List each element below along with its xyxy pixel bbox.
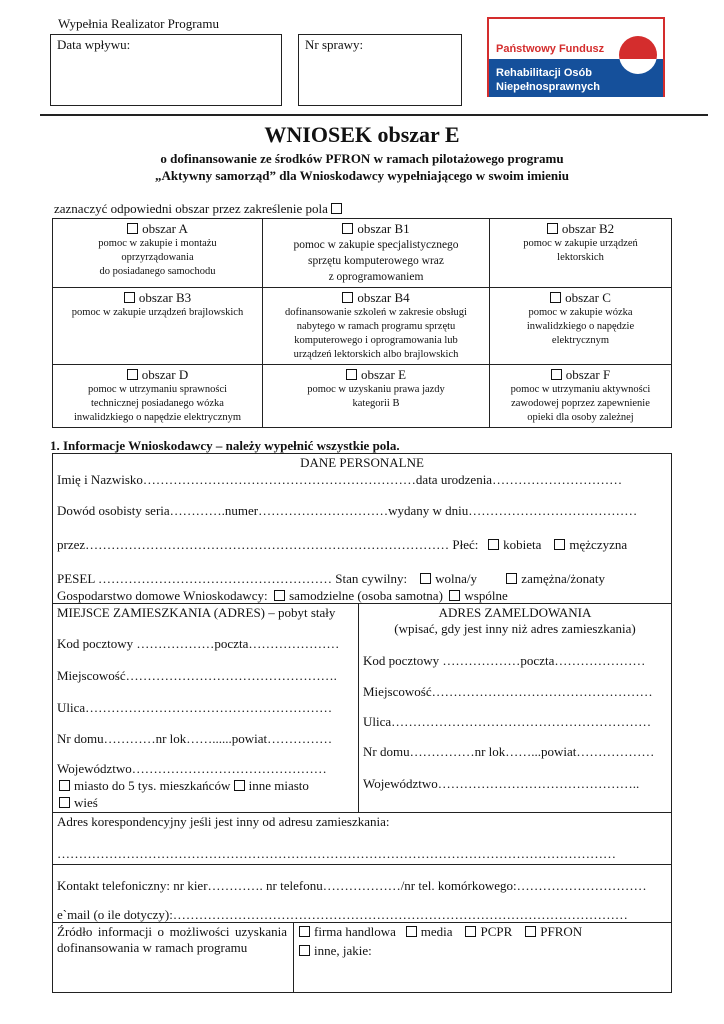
area-desc: pomoc w utrzymaniu aktywności	[510, 384, 651, 395]
correspondence-label: Adres korespondencyjny jeśli jest inny od adresu zamieszkania:	[57, 814, 390, 829]
area-instruction-text: zaznaczyć odpowiedni obszar przez zakreślenie pola	[54, 201, 328, 216]
issued-by-field	[57, 537, 627, 553]
area-cell-b2[interactable]	[490, 219, 672, 288]
area-desc: zawodowej poprzez zapewnienie	[511, 398, 650, 409]
applicant-form	[52, 453, 672, 993]
logo-line1: Państwowy Fundusz	[496, 43, 605, 55]
household-shared-label: wspólne	[464, 588, 508, 603]
source-pcpr-label: PCPR	[480, 924, 513, 939]
area-desc: pomoc w zakupie specjalistycznego	[293, 239, 459, 251]
case-number-label: Nr sprawy:	[305, 37, 364, 52]
logo-line2: Rehabilitacji Osób	[496, 67, 592, 79]
area-cell-d[interactable]	[53, 365, 263, 428]
checkbox-icon	[331, 203, 342, 214]
sex-male-label: mężczyzna	[569, 537, 628, 552]
household-label: Gospodarstwo domowe Wnioskodawcy:	[57, 588, 268, 603]
area-desc: nabytego w ramach programu sprzętu	[296, 321, 456, 332]
village-label: wieś	[74, 795, 98, 810]
divider	[53, 812, 671, 813]
area-cell-c[interactable]	[490, 288, 672, 365]
registration-street-field[interactable]: Ulica……………………………………………………	[363, 714, 652, 729]
area-desc: dofinansowanie szkoleń w zakresie obsługi	[285, 307, 467, 318]
area-f-checkbox[interactable]	[551, 369, 562, 380]
town-small-checkbox[interactable]	[59, 780, 70, 791]
area-f-name: obszar F	[565, 367, 611, 382]
source-media-checkbox[interactable]	[406, 926, 417, 937]
registration-voivodeship-field[interactable]: Województwo………………………………………..	[363, 776, 640, 791]
source-pfron-checkbox[interactable]	[525, 926, 536, 937]
area-desc: opieki dla osoby zależnej	[527, 412, 634, 423]
area-b2-checkbox[interactable]	[547, 223, 558, 234]
area-desc: oprzyrządowania	[121, 252, 194, 263]
area-a-checkbox[interactable]	[127, 223, 138, 234]
area-desc: inwalidzkiego o napędzie	[526, 321, 635, 332]
registration-heading: ADRES ZAMELDOWANIA	[438, 605, 592, 620]
town-other-checkbox[interactable]	[234, 780, 245, 791]
town-other-label: inne miasto	[248, 778, 309, 793]
pfron-logo	[487, 17, 665, 97]
area-cell-b1[interactable]	[263, 219, 490, 288]
divider	[53, 603, 671, 604]
registration-postal-field[interactable]: Kod pocztowy ………………poczta…………………	[363, 653, 646, 668]
status-single-label: wolna/y	[435, 571, 478, 586]
household-alone-checkbox[interactable]	[274, 590, 285, 601]
area-cell-b3[interactable]	[53, 288, 263, 365]
divider	[293, 922, 294, 993]
registration-house-field[interactable]: Nr domu……………nr lok……...powiat………………	[363, 744, 655, 759]
household-shared-checkbox[interactable]	[449, 590, 460, 601]
area-desc: pomoc w zakupie urządzeń	[523, 238, 638, 249]
area-desc: pomoc w zakupie i montażu	[98, 238, 217, 249]
residence-voivodeship-field[interactable]: Województwo………………………………………	[57, 761, 327, 776]
section-1-title: 1. Informacje Wnioskodawcy – należy wypełnić wszystkie pola.	[50, 438, 400, 453]
area-desc: do posiadanego samochodu	[99, 266, 216, 277]
area-desc: z oprogramowaniem	[328, 271, 424, 283]
area-desc: sprzętu komputerowego wraz	[307, 255, 445, 267]
source-pcpr-checkbox[interactable]	[465, 926, 476, 937]
sex-male-checkbox[interactable]	[554, 539, 565, 550]
name-birthdate-field[interactable]: Imię i Nazwisko………………………………………………………data urodzenia…………………………	[57, 472, 623, 487]
area-b4-name: obszar B4	[357, 290, 410, 305]
area-cell-f[interactable]	[490, 365, 672, 428]
source-media-label: media	[420, 924, 453, 939]
area-d-checkbox[interactable]	[127, 369, 138, 380]
town-small-label: miasto do 5 tys. mieszkańców	[74, 778, 231, 793]
area-desc: pomoc w zakupie wózka	[528, 307, 633, 318]
household-field	[57, 588, 508, 604]
residence-postal-field[interactable]: Kod pocztowy ………………poczta…………………	[57, 636, 340, 651]
village-checkbox[interactable]	[59, 797, 70, 808]
source-other-checkbox[interactable]	[299, 945, 310, 956]
source-options-row2	[299, 943, 372, 959]
area-b3-checkbox[interactable]	[124, 292, 135, 303]
divider	[53, 922, 671, 923]
area-c-name: obszar C	[565, 290, 611, 305]
town-type-options	[59, 778, 309, 794]
area-b1-checkbox[interactable]	[342, 223, 353, 234]
area-b2-name: obszar B2	[561, 221, 615, 236]
area-b3-name: obszar B3	[138, 290, 192, 305]
area-b4-checkbox[interactable]	[342, 292, 353, 303]
date-received-box[interactable]	[50, 34, 282, 106]
subtitle-line2: „Aktywny samorząd” dla Wnioskodawcy wypełniającego w swoim imieniu	[155, 168, 569, 183]
status-single-checkbox[interactable]	[420, 573, 431, 584]
area-cell-e[interactable]	[263, 365, 490, 428]
source-company-label: firma handlowa	[314, 924, 396, 939]
area-desc: pomoc w utrzymaniu sprawności	[87, 384, 228, 395]
realizator-label: Wypełnia Realizator Programu	[58, 16, 219, 31]
pesel-field	[57, 571, 605, 587]
sex-female-checkbox[interactable]	[488, 539, 499, 550]
area-desc: pomoc w zakupie urządzeń brajlowskich	[71, 307, 244, 318]
subtitle-line1: o dofinansowanie ze środków PFRON w ramach pilotażowego programu	[160, 151, 564, 166]
source-other-label: inne, jakie:	[314, 943, 372, 958]
sex-female-label: kobieta	[503, 537, 542, 552]
date-received-label: Data wpływu:	[57, 37, 131, 52]
area-instruction	[54, 201, 346, 217]
area-desc: pomoc w uzyskaniu prawa jazdy	[307, 384, 445, 395]
source-pfron-label: PFRON	[540, 924, 583, 939]
area-e-name: obszar E	[360, 367, 407, 382]
id-card-field[interactable]: Dowód osobisty seria………….numer…………………………wydany w dniu…………………………………	[57, 503, 638, 518]
phone-field[interactable]: Kontakt telefoniczny: nr kier…………. nr telefonu………………/nr tel. komórkowego:…………………………	[57, 878, 647, 893]
area-desc: urządzeń lektorskich albo brajlowskich	[293, 349, 459, 360]
residence-heading: MIEJSCE ZAMIESZKANIA (ADRES) – pobyt stały	[57, 605, 336, 620]
area-desc: inwalidzkiego o napędzie elektrycznym	[73, 412, 242, 423]
area-desc: elektrycznym	[551, 335, 610, 346]
email-field[interactable]: e`mail (o ile dotyczy):……………………………………………………………………………………………	[57, 907, 628, 922]
residence-city-field[interactable]: Miejscowość………………………………………….	[57, 668, 337, 683]
issued-by-text[interactable]: przez………………………………………………………………………… Płeć:	[57, 537, 479, 552]
logo-emblem-icon	[619, 36, 657, 74]
pesel-text[interactable]: PESEL ……………………………………………… Stan cywilny:	[57, 571, 408, 586]
status-married-checkbox[interactable]	[506, 573, 517, 584]
household-alone-label: samodzielne (osoba samotna)	[289, 588, 443, 603]
registration-subheading: (wpisać, gdy jest inny niż adres zamieszkania)	[394, 621, 636, 636]
area-d-name: obszar D	[141, 367, 189, 382]
correspondence-field[interactable]: …………………………………………………………………………………………………………………	[57, 846, 616, 861]
source-label: Źródło informacji o możliwości uzyskania dofinansowania w ramach programu	[57, 924, 287, 955]
areas-table	[52, 218, 672, 428]
area-a-name: obszar A	[142, 221, 188, 236]
header-divider	[40, 114, 708, 116]
case-number-box[interactable]	[298, 34, 462, 106]
logo-line3: Niepełnosprawnych	[496, 81, 600, 93]
source-company-checkbox[interactable]	[299, 926, 310, 937]
area-desc: lektorskich	[557, 252, 604, 263]
personal-data-heading: DANE PERSONALNE	[300, 455, 424, 470]
status-married-label: zamężna/żonaty	[521, 571, 606, 586]
area-cell-a[interactable]	[53, 219, 263, 288]
area-c-checkbox[interactable]	[550, 292, 561, 303]
registration-city-field[interactable]: Miejscowość……………………………………………	[363, 684, 653, 699]
village-option	[59, 795, 98, 811]
residence-street-field[interactable]: Ulica…………………………………………………	[57, 700, 333, 715]
divider	[53, 864, 671, 865]
area-desc: komputerowego i oprogramowania lub	[294, 335, 458, 346]
area-desc: technicznej posiadanego wózka	[91, 398, 224, 409]
area-b1-name: obszar B1	[357, 221, 410, 236]
page-title: WNIOSEK obszar E	[264, 122, 460, 147]
residence-house-field[interactable]: Nr domu…………nr lok……......powiat……………	[57, 731, 333, 746]
area-cell-b4[interactable]	[263, 288, 490, 365]
area-e-checkbox[interactable]	[346, 369, 357, 380]
source-options-row1	[299, 924, 582, 940]
area-desc: kategorii B	[352, 398, 400, 409]
